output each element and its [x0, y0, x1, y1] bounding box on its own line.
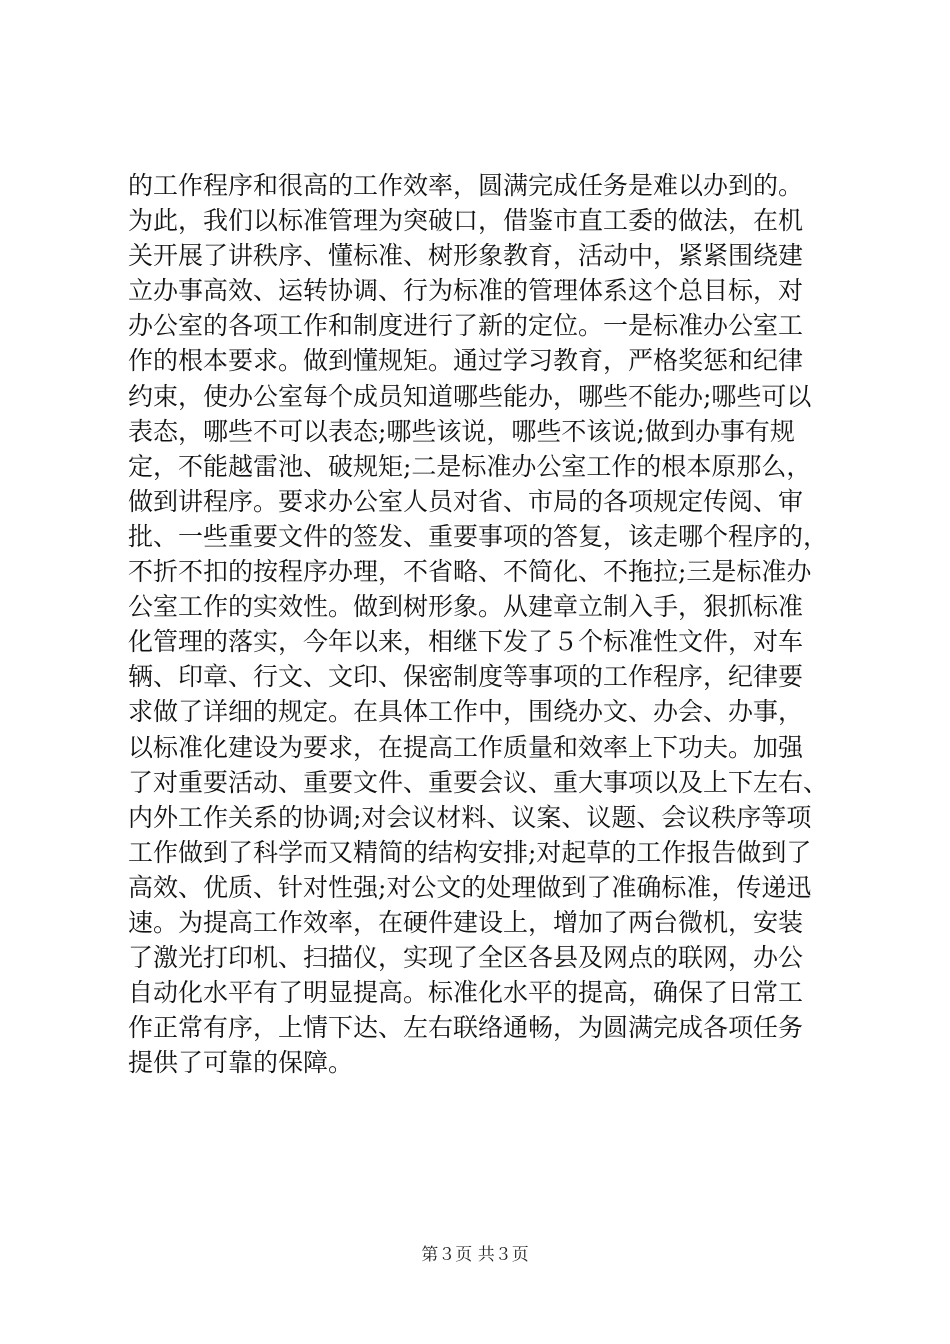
text-line: 自动化水平有了明显提高。标准化水平的提高，确保了日常工 [128, 978, 804, 1008]
text-line: 了激光打印机、扫描仪，实现了全区各县及网点的联网，办公 [128, 943, 804, 973]
text-line: 求做了详细的规定。在具体工作中，围绕办文、办会、办事， [128, 697, 804, 727]
text-line: 的工作程序和很高的工作效率，圆满完成任务是难以办到的。 [128, 171, 804, 200]
text-line: 作的根本要求。做到懂规矩。通过学习教育，严格奖惩和纪律 [128, 346, 804, 376]
text-line: 公室工作的实效性。做到树形象。从建章立制入手，狠抓标准 [128, 592, 804, 622]
text-line: 提供了可靠的保障。 [128, 1048, 354, 1078]
text-line: 辆、印章、行文、文印、保密制度等事项的工作程序，纪律要 [128, 662, 804, 692]
text-line: 表态，哪些不可以表态;哪些该说，哪些不该说;做到办事有规 [128, 416, 795, 446]
text-line: 速。为提高工作效率，在硬件建设上，增加了两台微机，安装 [128, 907, 804, 937]
text-line: 做到讲程序。要求办公室人员对省、市局的各项规定传阅、审 [128, 486, 804, 516]
text-line: 立办事高效、运转协调、行为标准的管理体系这个总目标，对 [128, 276, 804, 306]
text-line: 高效、优质、针对性强;对公文的处理做到了准确标准，传递迅 [128, 872, 812, 902]
text-line: 批、一些重要文件的签发、重要事项的答复，该走哪个程序的， [128, 521, 828, 551]
text-line: 化管理的落实，今年以来，相继下发了５个标准性文件，对车 [128, 627, 804, 657]
text-line: 不折不扣的按程序办理，不省略、不简化、不拖拉;三是标准办 [128, 557, 812, 587]
text-line: 了对重要活动、重要文件、重要会议、重大事项以及上下左右、 [128, 767, 828, 797]
text-line: 内外工作关系的协调;对会议材料、议案、议题、会议秩序等项 [128, 802, 812, 832]
text-line: 约束，使办公室每个成员知道哪些能办，哪些不能办;哪些可以 [128, 381, 812, 411]
text-line: 办公室的各项工作和制度进行了新的定位。一是标准办公室工 [128, 311, 804, 341]
text-line: 为此，我们以标准管理为突破口，借鉴市直工委的做法，在机 [128, 206, 804, 236]
body-text [128, 168, 828, 1080]
text-line: 作正常有序，上情下达、左右联络通畅，为圆满完成各项任务 [128, 1013, 804, 1043]
text-line: 工作做到了科学而又精简的结构安排;对起草的工作报告做到了 [128, 837, 812, 867]
text-line: 关开展了讲秩序、懂标准、树形象教育，活动中，紧紧围绕建 [128, 241, 804, 271]
page-footer: 第３页 共３页 [421, 1245, 529, 1265]
text-line: 以标准化建设为要求，在提高工作质量和效率上下功夫。加强 [128, 732, 804, 762]
text-line: 定，不能越雷池、破规矩;二是标准办公室工作的根本原那么， [128, 451, 812, 481]
